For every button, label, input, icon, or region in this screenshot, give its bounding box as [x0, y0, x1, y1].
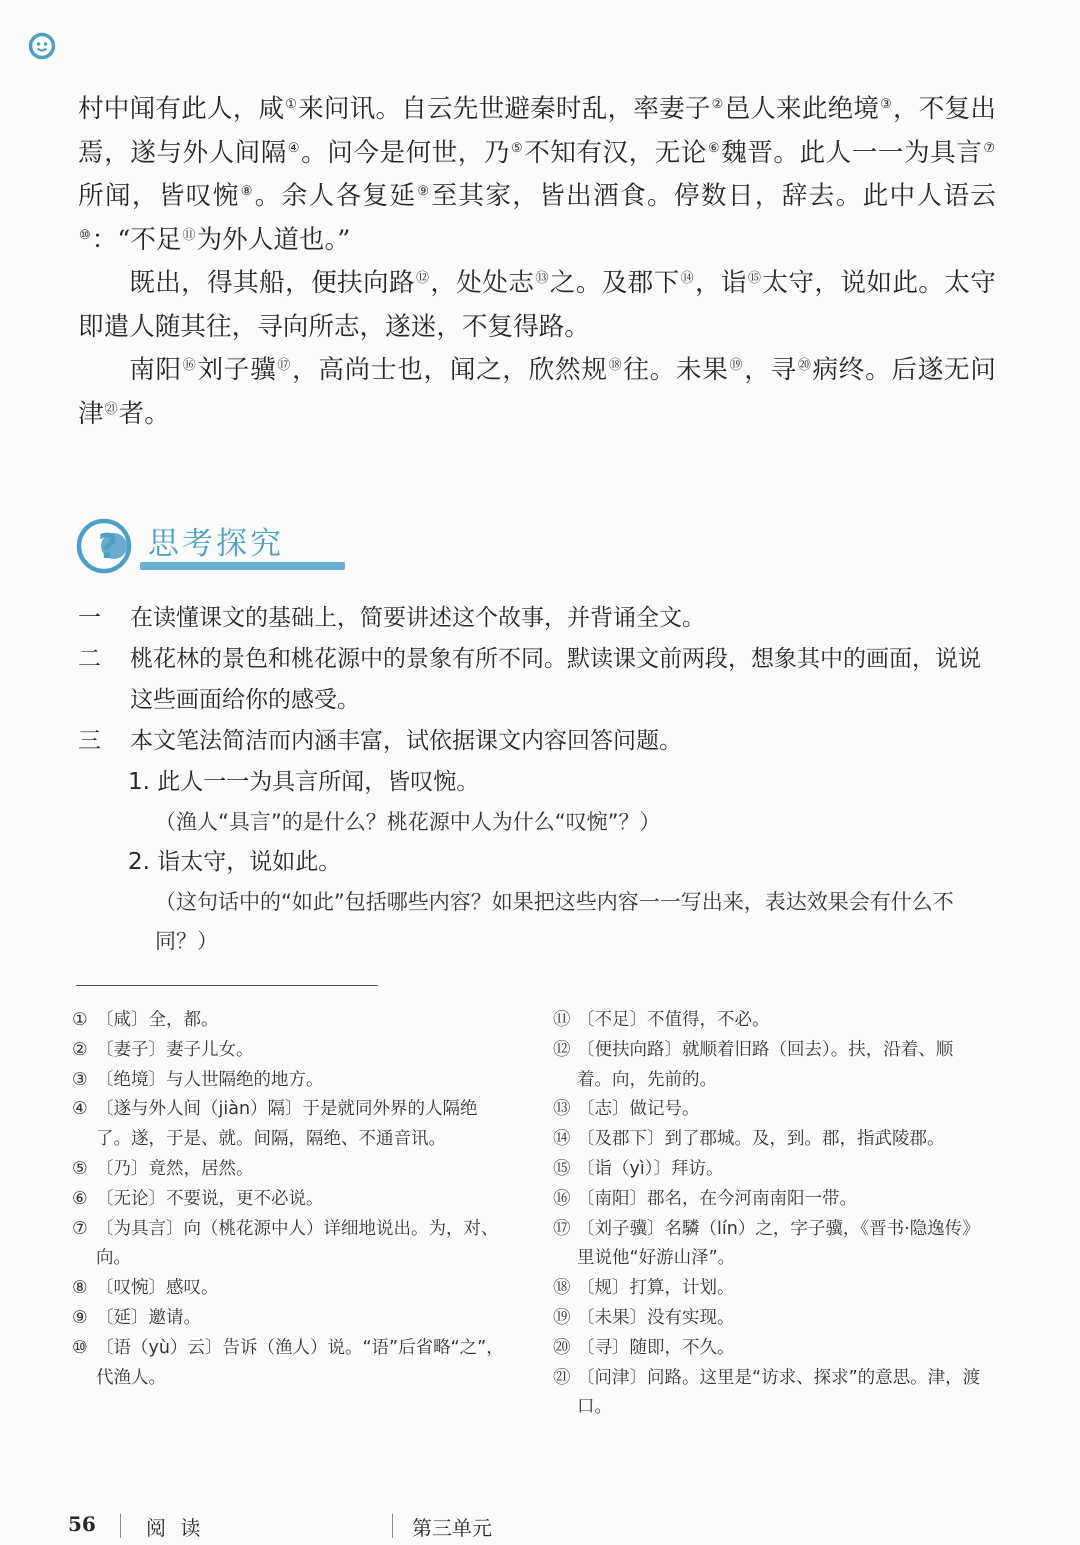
passage-text: 刘子骥	[197, 355, 277, 385]
footnote-mark: ⑤	[72, 1158, 88, 1179]
footnote-text: 〔便扶向路〕就顺着旧路（回去）。扶，沿着、顺着。向，先前的。	[577, 1039, 954, 1090]
footer-divider	[120, 1514, 121, 1538]
passage-text: 太守，说如此。太守即遣人随其往，寻向所志，遂迷，不复得路。	[78, 268, 996, 342]
sub-question-2-hint: （这句话中的“如此”包括哪些内容？如果把这些内容一一写出来，表达效果会有什么不同？）	[155, 890, 954, 953]
footnote-item	[553, 1304, 986, 1334]
footnote-mark: ⑨	[72, 1307, 88, 1328]
passage-text: 。问今是何世，乃	[301, 137, 511, 168]
footnote-item	[553, 1155, 986, 1185]
footnote-divider	[76, 985, 378, 986]
passage-text: 魏晋。此人一一为具言	[721, 137, 983, 168]
passage-text: 来问讯。自云先世避秦时乱，率妻子	[298, 94, 711, 124]
footnote-mark: ④	[72, 1099, 88, 1120]
footnote-ref: ⑯	[182, 358, 197, 373]
passage-paragraph-3	[78, 349, 996, 436]
passage-text: 为外人道也。”	[196, 224, 351, 255]
footnote-mark: ⑧	[72, 1278, 88, 1299]
section-header	[76, 512, 396, 582]
sub-question-1-hint: （渔人“具言”的是什么？桃花源中人为什么“叹惋”？）	[155, 810, 661, 834]
passage-text: 不知有汉，无论	[524, 137, 708, 168]
footnote-mark: ②	[72, 1039, 88, 1060]
footnote-text: 〔为具言〕向（桃花源中人）详细地说出。为，对、向。	[96, 1218, 499, 1269]
footnote-item	[72, 1066, 512, 1096]
footnote-text: 〔延〕邀请。	[96, 1307, 201, 1328]
footnote-text: 〔规〕打算，计划。	[577, 1278, 735, 1299]
footnote-item	[72, 1304, 512, 1334]
page-footer	[0, 1512, 1080, 1542]
title-underline	[140, 562, 345, 570]
question-text: 在读懂课文的基础上，简要讲述这个故事，并背诵全文。	[130, 605, 705, 631]
footnote-ref: ②	[711, 97, 724, 112]
footnote-item	[72, 1334, 512, 1394]
footnote-mark: ⑭	[553, 1129, 571, 1150]
footnote-text: 〔叹惋〕感叹。	[96, 1278, 219, 1299]
footnote-text: 〔妻子〕妻子儿女。	[96, 1039, 254, 1060]
footnote-ref: ④	[287, 140, 301, 156]
question-text: 桃花林的景色和桃花源中的景象有所不同。默读课文前两段，想象其中的画面，说说这些画面给你的感受。	[130, 646, 981, 713]
footnote-item	[553, 1006, 986, 1036]
passage-text: 南阳	[129, 355, 182, 385]
passage-text: ，处处志	[430, 268, 535, 298]
footnote-item	[553, 1364, 986, 1424]
footnote-ref: ⑪	[182, 227, 196, 243]
footnote-item	[553, 1125, 986, 1155]
footnote-item	[72, 1274, 512, 1304]
footnote-ref: ⑳	[797, 358, 812, 373]
footnote-ref: ⑮	[748, 271, 762, 286]
passage-text: 既出，得其船，便扶向路	[129, 268, 416, 298]
footnote-ref: ⑬	[535, 271, 549, 286]
footnotes-right-column	[553, 1006, 986, 1423]
footnote-ref: ⑰	[277, 358, 292, 373]
footnote-ref: ⑩	[79, 227, 91, 243]
footnote-mark: ⑪	[553, 1010, 571, 1030]
smiley-icon	[28, 32, 56, 60]
footnote-ref: ⑨	[417, 184, 431, 199]
passage-text: 。余人各复延	[254, 181, 417, 211]
footnote-mark: ①	[72, 1010, 88, 1030]
question-list	[78, 598, 996, 961]
question-number: 二	[78, 646, 101, 672]
footnote-text: 〔及郡下〕到了郡城。及，到。郡，指武陵郡。	[577, 1129, 945, 1150]
footnote-mark: ⑰	[553, 1218, 571, 1239]
passage-text: 邑人来此绝境	[724, 94, 880, 124]
question-number: 一	[78, 605, 101, 631]
footnote-ref: ⑤	[511, 140, 524, 156]
footnote-item	[72, 1095, 512, 1155]
passage-text: ，高尚士也，闻之，欣然规	[292, 355, 608, 385]
passage-text: 至其家，皆出酒食。停数日，辞去。此中人语云	[431, 181, 996, 211]
question-3	[78, 721, 996, 762]
question-2	[78, 639, 996, 721]
footnote-text: 〔不足〕不值得，不必。	[577, 1010, 770, 1030]
footnote-mark: ⑩	[72, 1337, 88, 1358]
sub-question-1: 1. 此人一一为具言所闻，皆叹惋。	[128, 769, 480, 795]
footnote-text: 〔语（yù）云〕告诉（渔人）说。“语”后省略“之”，代渔人。	[96, 1337, 504, 1388]
footnote-ref: ③	[880, 97, 893, 112]
footnote-text: 〔乃〕竟然，居然。	[96, 1158, 254, 1179]
footnote-ref: ⑲	[729, 358, 744, 373]
question-mark-icon	[76, 518, 132, 574]
footer-divider	[392, 1514, 393, 1538]
footnote-mark: ⑯	[553, 1188, 571, 1209]
footnote-text: 〔未果〕没有实现。	[577, 1307, 735, 1328]
footnote-text: 〔寻〕随即，不久。	[577, 1337, 735, 1358]
question-text: 本文笔法简洁而内涵丰富，试依据课文内容回答问题。	[130, 728, 682, 754]
passage-text: ，诣	[695, 268, 748, 298]
footnote-mark: ⑲	[553, 1307, 571, 1328]
footnote-mark: ⑬	[553, 1099, 571, 1120]
footnote-mark: ⑮	[553, 1158, 571, 1179]
passage-text: 所闻，皆叹惋	[78, 181, 240, 211]
footnote-text: 〔南阳〕郡名，在今河南南阳一带。	[577, 1188, 857, 1209]
passage-text: 往。未果	[623, 355, 729, 385]
footnote-mark: ㉑	[553, 1367, 571, 1388]
passage-text: ，不复出焉，遂与外人间隔	[78, 94, 996, 168]
footnote-text: 〔无论〕不要说，更不必说。	[96, 1188, 324, 1209]
classical-passage	[78, 88, 996, 436]
footnote-mark: ⑦	[72, 1218, 88, 1239]
footnote-mark: ③	[72, 1069, 88, 1090]
passage-text: 者。	[118, 398, 170, 429]
question-1	[78, 598, 996, 639]
passage-text: ：“不足	[91, 224, 182, 255]
footnote-ref: ⑭	[680, 271, 695, 286]
page-number: 56	[68, 1512, 96, 1536]
footnote-text: 〔咸〕全，都。	[96, 1010, 219, 1030]
footnote-ref: ⑧	[240, 184, 254, 199]
footnote-text: 〔刘子骥〕名驎（lín）之，字子骥，《晋书·隐逸传》里说他“好游山泽”。	[577, 1218, 980, 1269]
footnote-ref: ⑥	[708, 140, 721, 156]
passage-text: 之。及郡下	[549, 268, 680, 298]
footnote-ref: ㉑	[104, 401, 118, 417]
footnote-mark: ⑳	[553, 1337, 571, 1358]
passage-text: ，寻	[744, 355, 797, 385]
sub-question-2: 2. 诣太守，说如此。	[128, 849, 342, 875]
passage-paragraph-2	[78, 262, 996, 349]
footnote-item	[553, 1095, 986, 1125]
footnote-text: 〔绝境〕与人世隔绝的地方。	[96, 1069, 324, 1090]
footnote-item	[72, 1155, 512, 1185]
passage-text: 村中闻有此人，咸	[78, 94, 285, 124]
footnote-text: 〔诣（yì）〕拜访。	[577, 1158, 724, 1179]
question-number: 三	[78, 728, 101, 754]
footnote-text: 〔遂与外人间（jiàn）隔〕于是就同外界的人隔绝了。遂，于是、就。间隔，隔绝、不通音讯。	[96, 1099, 478, 1150]
footnote-item	[553, 1274, 986, 1304]
svg-text:?: ?	[98, 527, 118, 567]
footnote-mark: ⑫	[553, 1039, 571, 1060]
footnote-item	[72, 1185, 512, 1215]
footnote-mark: ⑱	[553, 1278, 571, 1299]
footnote-item	[72, 1036, 512, 1066]
footnote-text: 〔志〕做记号。	[577, 1099, 700, 1120]
footnote-ref: ⑦	[983, 140, 995, 156]
passage-paragraph-1	[78, 88, 996, 262]
footnotes-left-column	[72, 1006, 512, 1393]
footnote-item	[553, 1185, 986, 1215]
section-title: 思考探究	[148, 526, 284, 562]
passage-text: 病终。后遂无问津	[78, 355, 996, 429]
footnote-ref: ⑱	[608, 358, 623, 373]
footnote-ref: ①	[285, 97, 298, 112]
footnote-item	[553, 1334, 986, 1364]
footnote-item	[553, 1215, 986, 1275]
footer-unit-label: 第三单元	[412, 1516, 492, 1540]
footnote-ref: ⑫	[416, 271, 430, 286]
footnote-mark: ⑥	[72, 1188, 88, 1209]
footnote-item	[553, 1036, 986, 1096]
footnote-text: 〔问津〕问路。这里是“访求、探求”的意思。津，渡口。	[577, 1367, 981, 1418]
footnote-item	[72, 1215, 512, 1275]
footnote-item	[72, 1006, 512, 1036]
footer-section-label: 阅 读	[146, 1516, 205, 1540]
